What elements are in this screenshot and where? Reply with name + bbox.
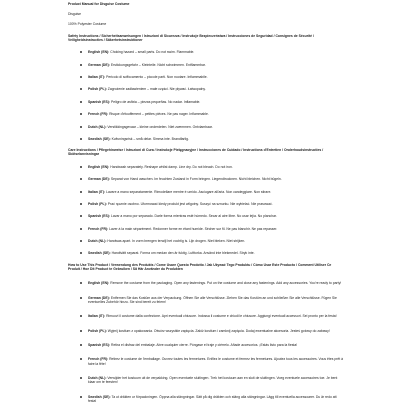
list-item: Spanish (ES): Lavar a mano por separado. Darle forma mientras esté húmedo. Secar al aire libre. No usar lejía. No planchar. xyxy=(68,214,344,218)
list-item: German (DE): Separat von Hand waschen. Im feuchten Zustand in Form bringen. Liegendtrocknen. Nicht bleichen. Nicht bügeln. xyxy=(68,177,344,181)
list-item: English (EN): Choking hazard – small parts. Do not swim. Flammable. xyxy=(68,50,344,54)
list-item: French (FR): Retirez le costume de l'emballage. Ouvrez toutes les fermetures. Enfilez le costume et fermez les fermetures. Ajoutez tous les accessoires. Vous êtes prêt à faire la fête! xyxy=(68,357,344,365)
usage-list xyxy=(68,281,416,403)
list-item: Swedish (SE): Ta ut dräkten ur förpackningen. Öppna alla stängningar. Sätt på dig dräkten och stäng alla stängningar. Lägg till eventuella accessoarer. Du är redo att festa! xyxy=(68,395,344,403)
list-item: Dutch (NL): Verwijder het kostuum uit de verpakking. Open eventuele sluitingen. Trek het kostuum aan en sluit de sluitingen. Voeg eventuele accessoires toe. Je bent klaar om te feesten! xyxy=(68,376,344,384)
list-item: Polish (PL): Zagrożenie zadławieniem – małe części. Nie pływać. Łatwopalny. xyxy=(68,87,344,91)
list-item: English (EN): Remove the costume from the packaging. Open any fastenings. Put on the costume and close any fastenings. Add any accessories. You're ready to party! xyxy=(68,281,344,285)
list-item: German (DE): Erstickungsgefahr – Kleinteile. Nicht schwimmen. Entflammbar. xyxy=(68,63,344,67)
list-item: English (EN): Handwash separately. Reshape whilst damp. Line dry. Do not bleach. Do not iron. xyxy=(68,165,344,169)
list-item: Dutch (NL): Verstikkingsgevaar – kleine onderdelen. Niet zwemmen. Ontvlambaar. xyxy=(68,125,344,129)
document-title: Product Manual for Disguise Costume xyxy=(68,2,130,6)
list-item: Spanish (ES): Peligro de asfixia – piezas pequeñas. No nadar. Inflamable. xyxy=(68,100,344,104)
care-heading: Care Instructions / Pflegehinweise / Istruzioni di Cura / Instrukcje Pielęgnacyjne / Instrucciones de Cuidado / Instructions d'Entretien / Onderhoudsinstructies / Skötselanvisningar xyxy=(68,148,324,157)
care-list xyxy=(68,165,416,256)
list-item: Spanish (ES): Retira el disfraz del embalaje. Abre cualquier cierre. Póngase el traje y ciérrelo. Añade accesorios. ¡Estás listo para la fiesta! xyxy=(68,343,344,347)
list-item: Swedish (SE): Handtvätt separat. Forma om medan den är fuktig. Lufttorka. Använd inte blekmedel. Stryk inte. xyxy=(68,251,344,255)
usage-heading: How to Use This Product / Verwendung des Produkts / Come Usare Questo Prodotto / Jak Używać Tego Produktu / Cómo Usar Este Producto / Comment Utiliser Ce Produit / Hoe Dit Product te Gebruiken / Så Här Använder du Produkten xyxy=(68,262,332,271)
safety-list xyxy=(68,50,416,141)
list-item: Polish (PL): Wyjmij kostium z opakowania. Otwórz wszystkie zapięcia. Załóż kostium i zamknij zapięcia. Dodaj ewentualne akcesoria. Jesteś gotowy do zabawy! xyxy=(68,329,344,333)
material-info: 100% Polyester Costume xyxy=(68,22,107,27)
list-item: French (FR): Laver à la main séparément. Redonner forme en étant humide. Sécher sur fil. Ne pas blanchir. Ne pas repasser. xyxy=(68,227,344,231)
list-item: French (FR): Risque d'étouffement – petites pièces. Ne pas nager. Inflammable. xyxy=(68,112,344,116)
list-item: Dutch (NL): Handwas apart. In vorm brengen terwijl het vochtig is. Lijn drogen. Niet bleken. Niet strijken. xyxy=(68,239,344,243)
list-item: German (DE): Entfernen Sie das Kostüm aus der Verpackung. Öffnen Sie alle Verschlüsse. Ziehen Sie das Kostüm an und schließen Sie alle Verschlüsse. Fügen Sie eventuelles Zubehör hinzu. Sie sind bereit zu feiern! xyxy=(68,296,344,304)
list-item: Italian (IT): Pericolo di soffocamento – piccole parti. Non nuotare. Infiammabile. xyxy=(68,75,344,79)
safety-heading: Safety Instructions / Sicherheitsanweisungen / Istruzioni di Sicurezza / Instrukcje Bezpieczeństwa / Instrucciones de Seguridad / Consignes de Sécurité / Veiligheidsinstructies / Säkerhetsinstruktioner xyxy=(68,33,314,42)
list-item: Italian (IT): Lavare a mano separatamente. Rimodellare mentre è umido. Asciugare all'aria. Non candeggiare. Non stirare. xyxy=(68,190,344,194)
list-item: Polish (PL): Prać ręcznie osobno. Uformować kiedy produkt jest wilgotny. Suszyć na sznurku. Nie wybielać. Nie prasować. xyxy=(68,202,344,206)
brand-name: Disguise xyxy=(68,12,82,17)
list-item: Swedish (SE): Kvävningsrisk – små delar. Simma inte. Brandfarlig. xyxy=(68,137,344,141)
list-item: Italian (IT): Rimuovi il costume dalla confezione. Apri eventuali chiusure. Indossa il costume e chiudi le chiusure. Aggiungi eventuali accessori. Sei pronto per la festa! xyxy=(68,314,344,318)
